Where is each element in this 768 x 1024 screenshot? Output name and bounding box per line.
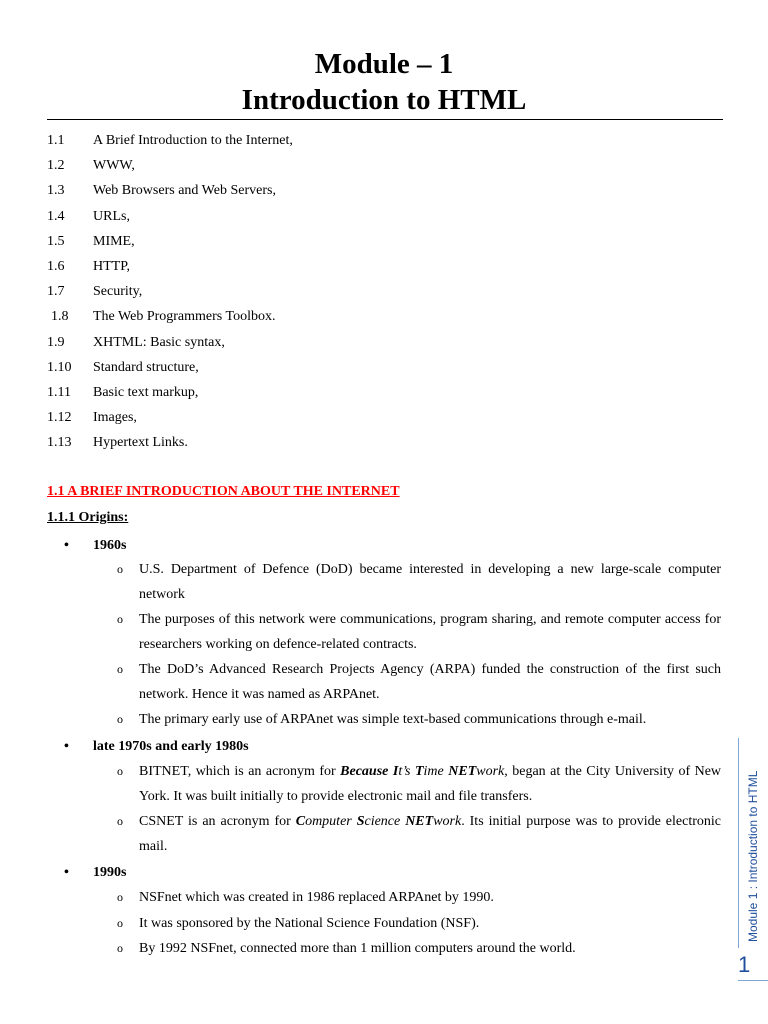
list-item-text: U.S. Department of Defence (DoD) became interested in developing a new large-scale computer network [139, 562, 721, 602]
list-item [117, 936, 721, 961]
acronym-text [296, 814, 461, 829]
list-item-text [139, 759, 721, 809]
page-number-rule [738, 980, 768, 981]
sub-bullet-glyph: o [117, 941, 123, 955]
toc-number: 1.8 [51, 309, 69, 325]
toc-number: 1.13 [47, 435, 72, 451]
acronym-part: work [476, 764, 505, 779]
era-label: 1960s [93, 538, 127, 553]
toc-number: 1.10 [47, 359, 72, 375]
toc-text: Security, [93, 284, 143, 300]
list-item-text: The primary early use of ARPAnet was simple text-based communications through e-mail. [139, 712, 647, 727]
toc-text: MIME, [93, 233, 135, 249]
acronym-part: cience [364, 814, 406, 829]
toc-text: Standard structure, [93, 359, 199, 375]
toc-item [0, 430, 768, 455]
page-title-subject: Introduction to HTML [241, 84, 527, 116]
list-item-text: It was sponsored by the National Science Foundation (NSF). [139, 916, 480, 931]
acronym-part: NET [448, 764, 477, 779]
list-item [117, 759, 721, 809]
text-run: . Its initial purpose was to provide electronic mail. [139, 814, 721, 854]
toc-text: XHTML: Basic syntax, [93, 334, 225, 350]
toc-number: 1.12 [47, 410, 72, 426]
era-bullet [64, 536, 126, 556]
acronym-part: Because [340, 764, 393, 779]
sidebar-module-label: Module 1 : Introduction to HTML [746, 770, 760, 942]
list-item [117, 657, 721, 707]
acronym-part: S [356, 814, 365, 829]
toc-text: The Web Programmers Toolbox. [93, 309, 276, 325]
toc-number: 1.3 [47, 183, 65, 199]
era-bullet [64, 737, 249, 757]
toc-number: 1.4 [47, 208, 65, 224]
acronym-text [340, 764, 504, 779]
toc-item [0, 355, 768, 380]
toc-item [0, 204, 768, 229]
bullet-glyph: • [64, 538, 69, 553]
sub-bullet-glyph: o [117, 662, 123, 676]
section-heading: 1.1 A BRIEF INTRODUCTION ABOUT THE INTERNET [47, 484, 400, 499]
toc-number: 1.6 [47, 258, 65, 274]
acronym-part: C [295, 814, 306, 829]
sub-bullet-glyph: o [117, 562, 123, 576]
list-item-text: The DoD’s Advanced Research Projects Agency (ARPA) funded the construction of the first such network. Hence it was named as ARPAnet. [139, 662, 721, 702]
toc-text: Hypertext Links. [93, 435, 188, 451]
page-title-module: Module – 1 [314, 48, 454, 80]
toc-text: URLs, [93, 208, 130, 224]
acronym-part: NET [405, 814, 434, 829]
toc-item [0, 405, 768, 430]
list-item [117, 707, 721, 732]
era-bullet [64, 863, 126, 883]
toc-number: 1.9 [47, 334, 65, 350]
toc-number: 1.2 [47, 158, 65, 174]
text-run: , began at the City University of New York. It was built initially to provide electronic mail and file transfers. [139, 764, 722, 804]
sub-bullet-glyph: o [117, 814, 123, 828]
text-run: BITNET, which is an acronym for [139, 764, 341, 779]
toc-text: HTTP, [93, 258, 130, 274]
bullet-glyph: • [64, 865, 69, 880]
text-run: CSNET is an acronym for [139, 814, 296, 829]
sub-bullet-glyph: o [117, 712, 123, 726]
page-number: 1 [738, 952, 751, 977]
title-divider [47, 119, 723, 120]
toc-text: Web Browsers and Web Servers, [93, 183, 276, 199]
toc-number: 1.1 [47, 133, 65, 148]
list-item [117, 607, 721, 657]
list-item-text: NSFnet which was created in 1986 replaced ARPAnet by 1990. [139, 890, 494, 905]
acronym-part: I [392, 764, 399, 779]
sub-bullet-glyph: o [117, 764, 123, 778]
acronym-part: work [433, 814, 462, 829]
toc-item [0, 380, 768, 405]
toc-number: 1.5 [47, 233, 65, 249]
acronym-part: T [414, 764, 424, 779]
list-item-text: The purposes of this network were communications, program sharing, and remote computer access for researchers working on defence-related contracts. [139, 612, 721, 652]
toc-number: 1.7 [47, 284, 65, 300]
bullet-glyph: • [64, 739, 69, 754]
list-item-text: By 1992 NSFnet, connected more than 1 million computers around the world. [139, 941, 576, 956]
toc-item [0, 128, 768, 153]
acronym-part: ime [423, 764, 449, 779]
toc-item [0, 178, 768, 203]
sidebar-rule [738, 738, 739, 948]
list-item [117, 809, 721, 859]
list-item [117, 885, 721, 910]
era-label: late 1970s and early 1980s [93, 739, 249, 754]
toc-item [0, 229, 768, 254]
toc-number: 1.11 [47, 384, 71, 400]
toc-item [0, 254, 768, 279]
list-item-text [139, 809, 721, 859]
sub-bullet-glyph: o [117, 890, 123, 904]
sub-bullet-glyph: o [117, 612, 123, 626]
list-item [117, 557, 721, 607]
toc-item [0, 153, 768, 178]
toc-text: A Brief Introduction to the Internet, [93, 133, 293, 148]
toc-text: Basic text markup, [93, 384, 199, 400]
toc-text: WWW, [93, 158, 135, 174]
toc-item [0, 304, 768, 329]
table-of-contents [0, 128, 768, 455]
acronym-part: omputer [305, 814, 357, 829]
acronym-part: t’s [398, 764, 415, 779]
toc-text: Images, [93, 410, 137, 426]
toc-item [0, 279, 768, 304]
era-label: 1990s [93, 865, 127, 880]
toc-item [0, 330, 768, 355]
list-item [117, 911, 721, 936]
sub-bullet-glyph: o [117, 916, 123, 930]
sub-heading: 1.1.1 Origins: [47, 510, 129, 525]
